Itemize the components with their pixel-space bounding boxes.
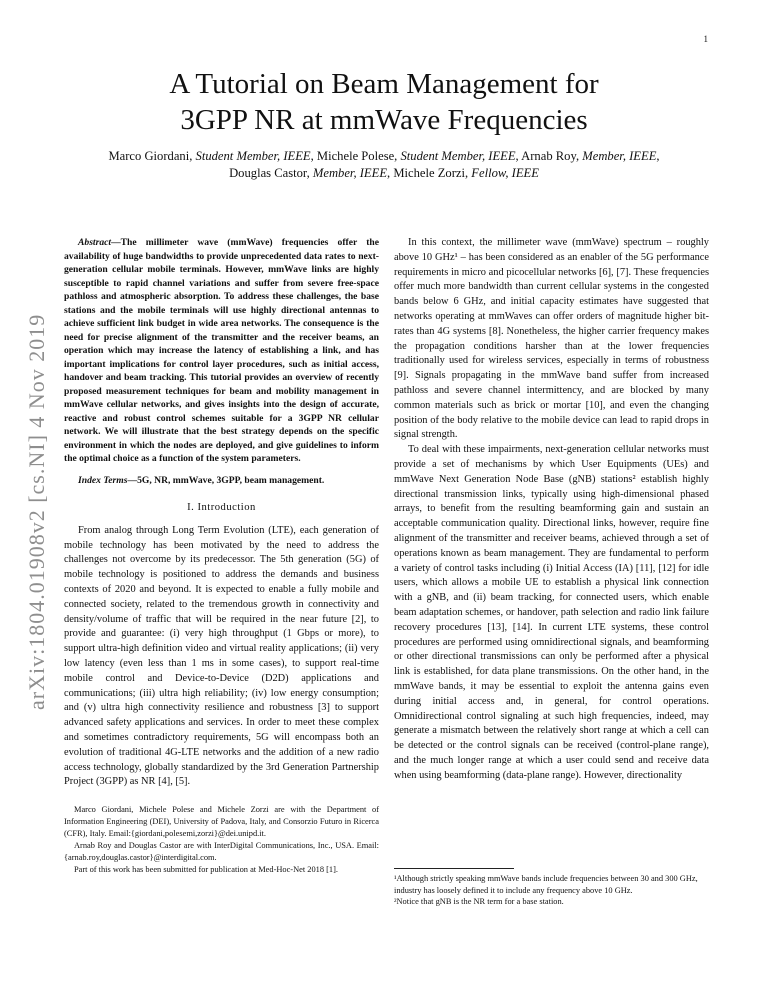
intro-paragraph: From analog through Long Term Evolution (LTE), each generation of mobile technology has been motivated by the need to address the challenges not overcome by its predecessor. The 5th generation (5G) of mobile technology is positioned to address the demands and business contexts of 2020 and beyond. It is expected to enable a fully mobile and connected society, related to the tremendous growth in connectivity and density/volume of traffic that will be required in the near future [2], to provide and guarantee: (i) very high throughput (1 Gbps or more), to support ultra-high definition video and virtual reality applications; (ii) very low latency (even less than 1 ms in some cases), to support real-time mobile control and Device-to-Device (D2D) applications and communications; (iii) ultra high reliability; (iv) low energy consumption; and (v) ultra high connectivity resilience and robustness [3] to support advanced safety applications and services. In order to meet these complex and sometimes contradictory requirements, 5G will encompass both an evolution of traditional 4G-LTE networks and the addition of a new radio access technology, globally standardized by the 3rd Generation Partnership Project (3GPP) as NR [4], [5]. bbox=[64, 524, 379, 788]
author-text: Marco Giordani, bbox=[108, 149, 196, 163]
index-terms-text: —5G, NR, mmWave, 3GPP, beam management. bbox=[127, 474, 325, 486]
right-column bbox=[394, 236, 709, 783]
title-line-1: A Tutorial on Beam Management for bbox=[169, 68, 599, 100]
footnote-rule bbox=[394, 868, 514, 869]
author-list bbox=[60, 148, 708, 182]
author-text: , bbox=[656, 149, 660, 163]
abstract-text: —The millimeter wave (mmWave) frequencies offer the availability of huge bandwidths to provide unprecedented data rates to next-generation cellular mobile terminals. However, mmWave links are highly susceptible to rapid channel variations and suffer from severe free-space pathloss and atmospheric absorption. To address these challenges, the base stations and the mobile terminals will use highly directional antennas to achieve sufficient link budget in wide area networks. The consequence is the need for precise alignment of the transmitter and the receiver beams, an operation which may increase the latency of establishing a link, and has important implications for control layer procedures, such as initial access, handover and beam tracking. This tutorial provides an overview of recently proposed measurement techniques for beam and mobility management in mmWave cellular networks, and gives insights into the design of accurate, reactive and robust control schemes suitable for a 3GPP NR cellular network. We will illustrate that the best strategy depends on the specific environment in which the nodes are deployed, and give guidelines to inform the optimal choice as a function of the system parameters. bbox=[64, 237, 379, 464]
affiliation-note: Marco Giordani, Michele Polese and Michele Zorzi are with the Department of Information Engineering (DEI), University of Padova, Italy, and Consorzio Futuro in Ricerca (CFR), Italy. Email:{giordani,polesemi,zorzi}@dei.unipd.it. bbox=[64, 805, 379, 839]
section-heading: I. Introduction bbox=[187, 502, 256, 513]
author-membership: Member, IEEE bbox=[582, 149, 657, 163]
paper-title bbox=[60, 66, 708, 138]
author-membership: Member, IEEE bbox=[312, 166, 388, 180]
body-paragraph: In this context, the millimeter wave (mmWave) spectrum – roughly above 10 GHz¹ – has been considered as an enabler of the 5G performance requirements in micro and picocellular networks [6], [7]. These frequencies offer much more bandwidth than current cellular systems in the congested bands below 6 GHz, and initial capacity estimates have suggested that networks operating at mmWaves can offer orders of magnitude higher bit-rates than 4G systems [8]. Nonetheless, the higher carrier frequency makes the propagation conditions harsher than at the lower frequencies traditionally used for wireless services, especially in terms of robustness [9]. Signals propagating in the mmWave band suffer from increased pathloss and severe channel intermittency, and are blocked by many common materials such as brick or mortar [10], and even the changing position of the body relative to the mobile device can lead to rapid drops in signal strength. bbox=[394, 237, 709, 441]
arxiv-id: arXiv:1804.01908v2 [cs.NI] 4 Nov 2019 bbox=[24, 313, 49, 710]
footnote-1: ¹Although strictly speaking mmWave bands include frequencies between 30 and 300 GHz, industry has loosely defined it to include any frequency above 10 GHz. bbox=[394, 874, 698, 895]
footnote-2: ²Notice that gNB is the NR term for a base station. bbox=[394, 897, 564, 907]
footnotes bbox=[394, 868, 709, 908]
arxiv-stamp bbox=[4, 185, 58, 715]
arxiv-stamp-svg bbox=[4, 185, 58, 715]
author-line-1 bbox=[60, 148, 708, 165]
title-line-2: 3GPP NR at mmWave Frequencies bbox=[180, 104, 588, 136]
affiliation-note: Arnab Roy and Douglas Castor are with InterDigital Communications, Inc., USA. Email:{arnab.roy,douglas.castor}@interdigital.com. bbox=[64, 841, 379, 863]
abstract bbox=[64, 236, 379, 466]
index-terms-head: Index Terms bbox=[78, 474, 128, 486]
page-number: 1 bbox=[703, 34, 708, 44]
author-text: , Michele Zorzi, bbox=[387, 166, 472, 180]
index-terms bbox=[64, 474, 379, 488]
author-text: , Michele Polese, bbox=[310, 149, 401, 163]
author-membership: Student Member, IEEE bbox=[195, 149, 311, 163]
author-line-2 bbox=[60, 165, 708, 182]
abstract-head: Abstract bbox=[78, 237, 112, 248]
author-text: , Arnab Roy, bbox=[515, 149, 583, 163]
body-paragraph: To deal with these impairments, next-generation cellular networks must provide a set of mechanisms by which User Equipments (UEs) and mmWave Next Generation Node Base (gNB) stations² establish highly directional transmission links, typically using high-dimensional phased arrays, to benefit from the resulting beamforming gain and sustain an acceptable communication quality. Directional links, however, require fine alignment of the transmitter and receiver beams, achieved through a set of operations known as beam management. They are fundamental to perform a variety of control tasks including (i) Initial Access (IA) [11], [12] for idle users, which allows a mobile UE to establish a physical link connection with a gNB, and (ii) beam tracking, for connected users, which enable beam adaptation schemes, or handover, path selection and radio link failure recovery procedures [13], [14]. In current LTE systems, these control procedures are performed using omnidirectional signals, and beamforming or other directional transmissions can only be performed after a physical link is established, for data plane transmissions. On the other hand, in the mmWave bands, it may be essential to exploit the antenna gains even during initial access and, in general, for control operations. Omnidirectional control signaling at such high frequencies, indeed, may generate a mismatch between the relatively short range at which a cell can be detected or the control signals can be received (control-plane range), and the much longer range at which a user could send and receive data when using beamforming (data-plane range). However, directionality bbox=[394, 444, 709, 781]
author-membership: Student Member, IEEE bbox=[400, 149, 516, 163]
left-column bbox=[64, 236, 379, 876]
author-text: Douglas Castor, bbox=[229, 166, 313, 180]
author-membership: Fellow, IEEE bbox=[471, 166, 539, 180]
affiliation-note: Part of this work has been submitted for publication at Med-Hoc-Net 2018 [1]. bbox=[74, 865, 338, 875]
